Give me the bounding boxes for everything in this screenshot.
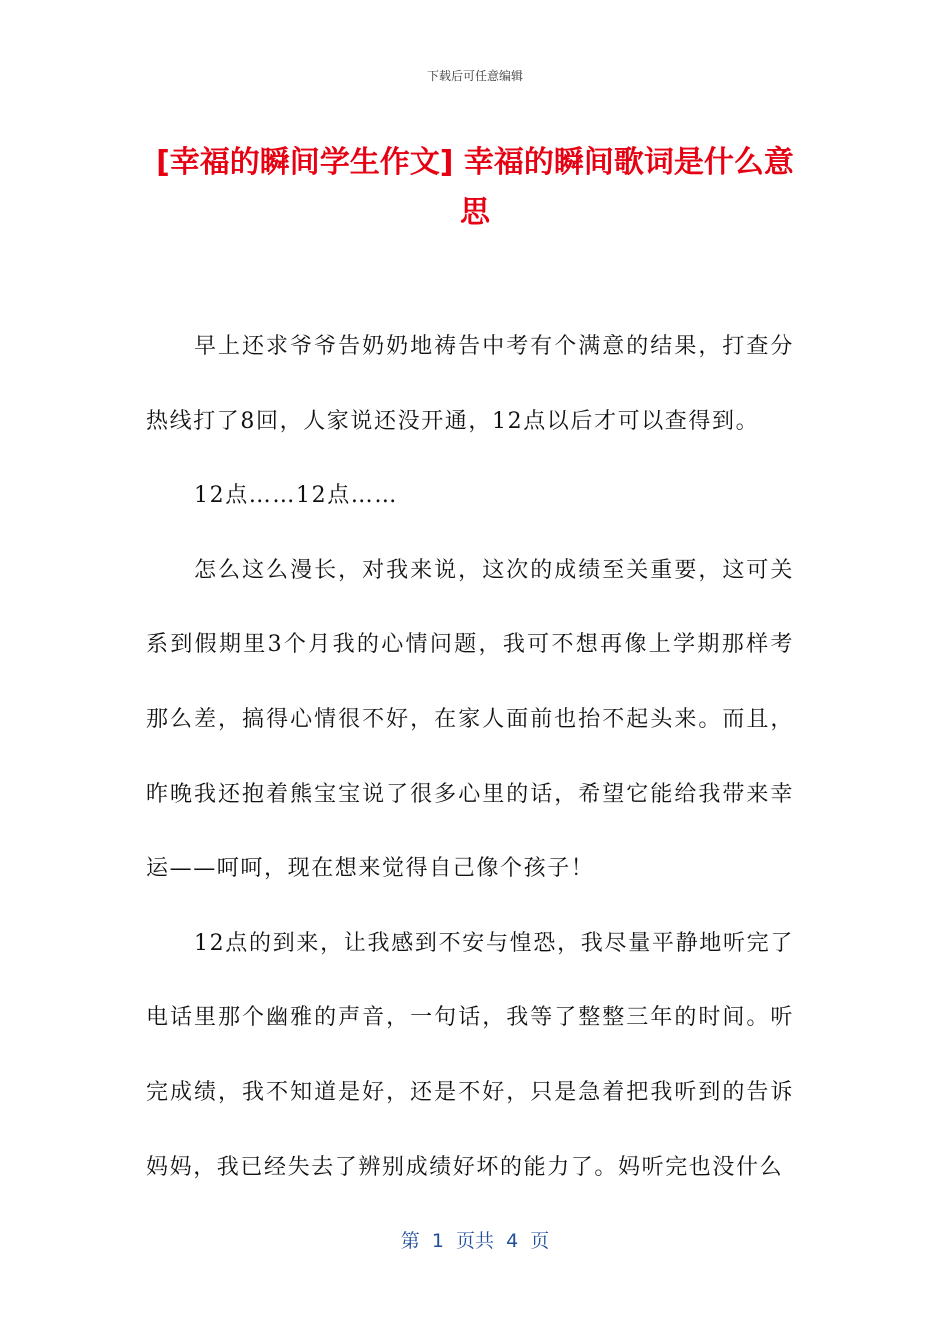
page-footer: 第 1 页共 4 页 (400, 1230, 550, 1252)
document-body (146, 310, 794, 1205)
paragraph: 怎么这么漫长，对我来说，这次的成绩至关重要，这可关系到假期里3个月我的心情问题，我可不想再像上学期那样考那么差，搞得心情很不好，在家人面前也抬不起头来。而且，昨晚我还抱着熊宝宝说了很多心里的话，希望它能给我带来幸运——呵呵，现在想来觉得自己像个孩子！ (146, 557, 794, 882)
header-note: 下载后可任意编辑 (426, 69, 523, 83)
paragraph: 12点……12点…… (194, 483, 398, 509)
paragraph: 12点的到来，让我感到不安与惶恐，我尽量平静地听完了电话里那个幽雅的声音，一句话，我等了整整三年的时间。听完成绩，我不知道是好，还是不好，只是急着把我听到的告诉妈妈，我已经失去了辨别成绩好坏的能力了。妈听完也没什么 (146, 930, 794, 1180)
paragraph: 早上还求爷爷告奶奶地祷告中考有个满意的结果，打查分热线打了8回，人家说还没开通，12点以后才可以查得到。 (146, 334, 794, 434)
document-title: [幸福的瞬间学生作文] 幸福的瞬间歌词是什么意思 (156, 145, 794, 230)
